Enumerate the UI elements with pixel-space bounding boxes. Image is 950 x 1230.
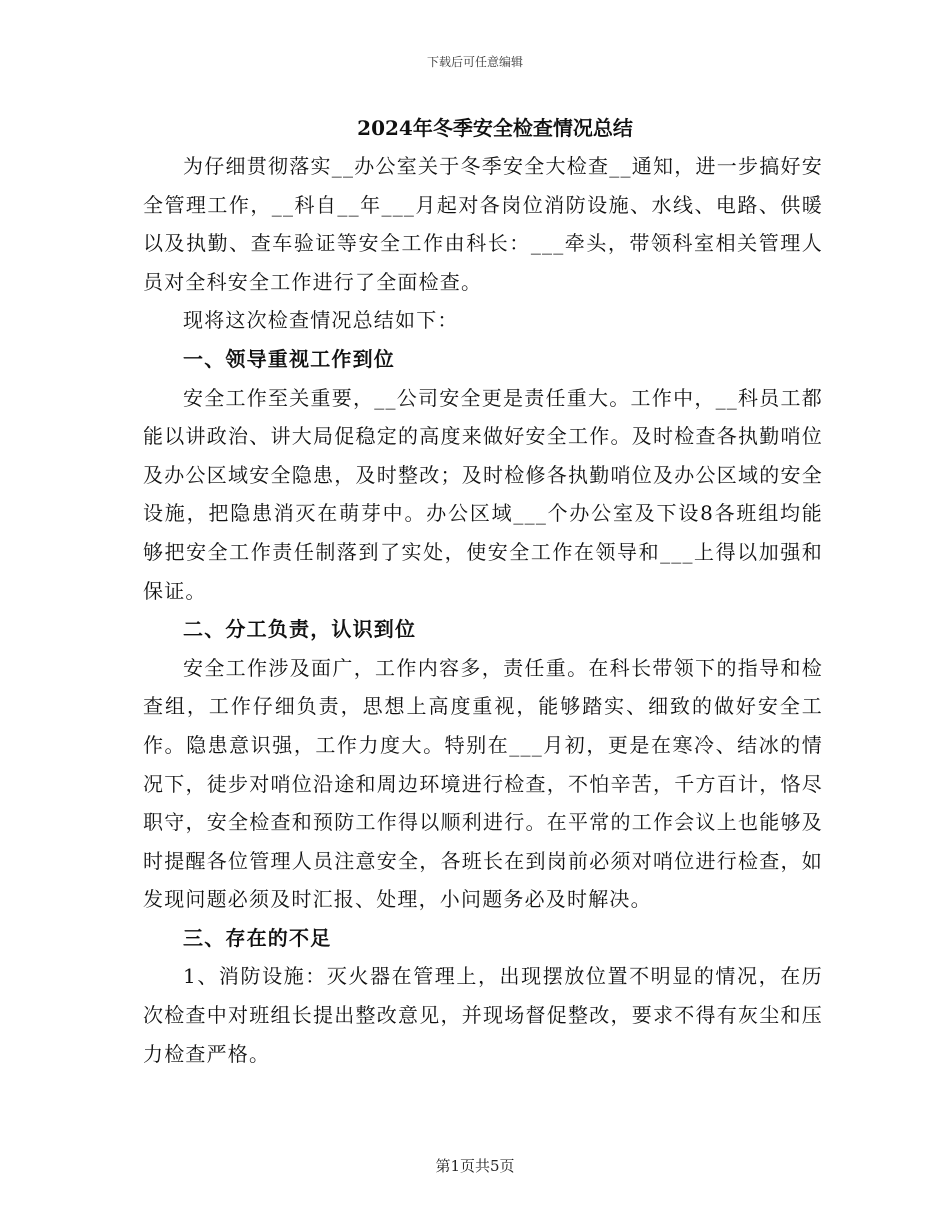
section-2-heading: 二、分工负责，认识到位 — [183, 617, 417, 642]
summary-lead-paragraph: 现将这次检查情况总结如下： — [183, 308, 459, 333]
page-number: 第1页共5页 — [435, 1157, 515, 1175]
section-1-heading: 一、领导重视工作到位 — [183, 346, 395, 371]
document-body — [143, 147, 823, 1073]
section-2-paragraph: 安全工作涉及面广，工作内容多，责任重。在科长带领下的指导和检查组，工作仔细负责，思想上高度重视，能够踏实、细致的做好安全工作。隐患意识强，工作力度大。特别在___月初，更是在寒冷、结冰的情况下，徒步对哨位沿途和周边环境进行检查，不怕辛苦，千方百计，恪尽职守，安全检查和预防工作得以顺利进行。在平常的工作会议上也能够及时提醒各位管理人员注意安全，各班长在到岗前必须对哨位进行检查，如发现问题必须及时汇报、处理，小问题务必及时解决。 — [143, 655, 823, 912]
document-title: 2024年冬季安全检查情况总结 — [357, 116, 633, 140]
section-3-heading: 三、存在的不足 — [183, 925, 332, 950]
section-1-paragraph: 安全工作至关重要，__公司安全更是责任重大。工作中，__科员工都能以讲政治、讲大局促稳定的高度来做好安全工作。及时检查各执勤哨位及办公区域安全隐患，及时整改；及时检修各执勤哨位及办公区域的安全设施，把隐患消灭在萌芽中。办公区域___个办公室及下设8各班组均能够把安全工作责任制落到了实处，使安全工作在领导和___上得以加强和保证。 — [143, 385, 823, 603]
section-3-item-1-paragraph: 1、消防设施：灭火器在管理上，出现摆放位置不明显的情况，在历次检查中对班组长提出整改意见，并现场督促整改，要求不得有灰尘和压力检查严格。 — [143, 964, 823, 1066]
download-edit-note: 下载后可任意编辑 — [426, 55, 523, 69]
intro-paragraph: 为仔细贯彻落实__办公室关于冬季安全大检查__通知，进一步搞好安全管理工作，__科自__年___月起对各岗位消防设施、水线、电路、供暖以及执勤、查车验证等安全工作由科长：___牵头，带领科室相关管理人员对全科安全工作进行了全面检查。 — [143, 154, 823, 294]
